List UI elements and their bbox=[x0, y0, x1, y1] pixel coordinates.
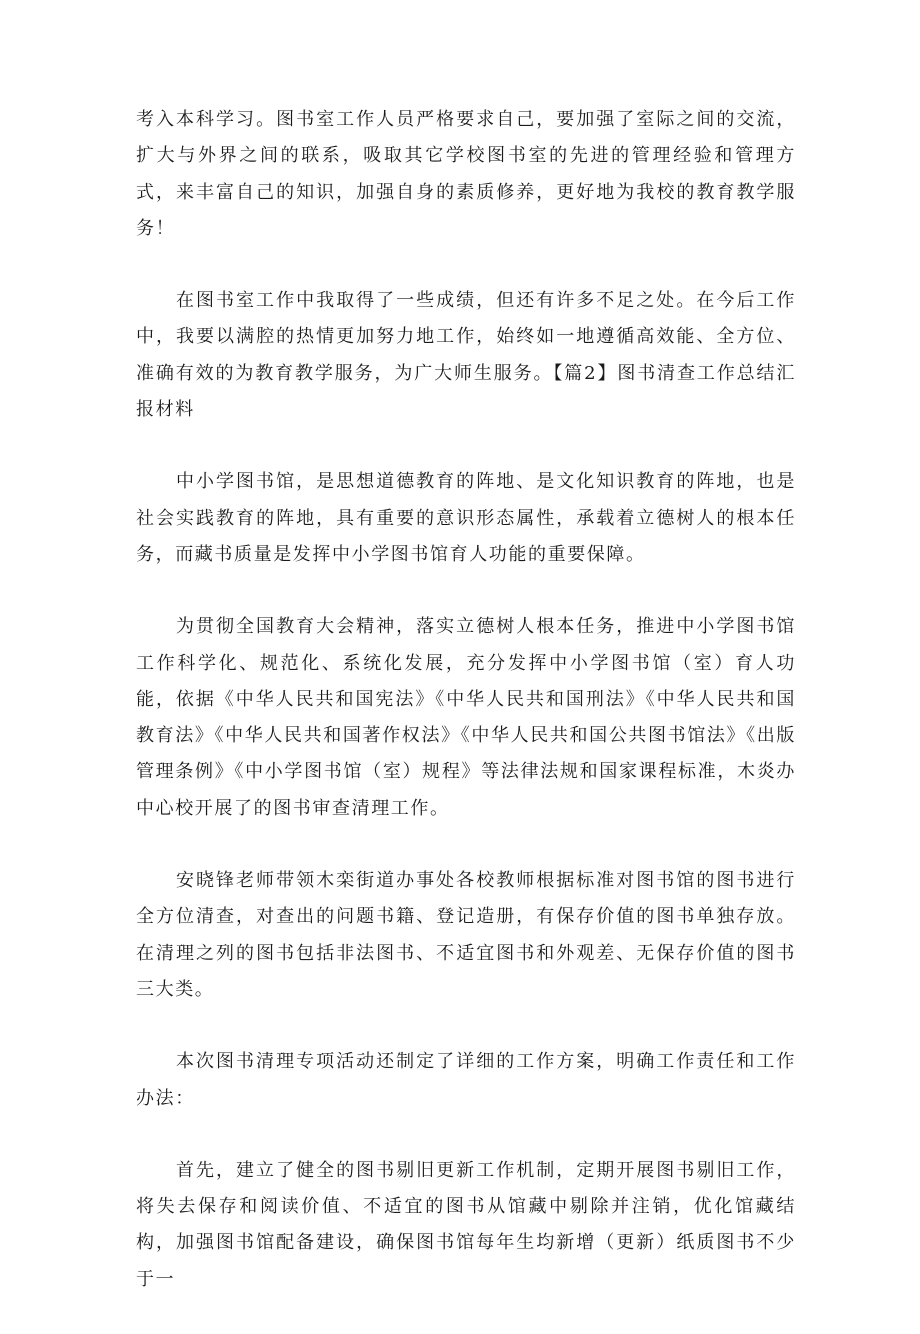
paragraph-achievements: 在图书室工作中我取得了一些成绩，但还有许多不足之处。在今后工作中，我要以满腔的热情更加努力地工作，始终如一地遵循高效能、全方位、准确有效的为教育教学服务，为广大师生服务。【篇2】图书清查工作总结汇报材料 bbox=[136, 290, 796, 421]
paragraph-library-role: 中小学图书馆，是思想道德教育的阵地、是文化知识教育的阵地，也是社会实践教育的阵地，具有重要的意识形态属性，承载着立德树人的根本任务，而藏书质量是发挥中小学图书馆育人功能的重要保障。 bbox=[136, 471, 796, 565]
paragraph-work-plan: 本次图书清理专项活动还制定了详细的工作方案，明确工作责任和工作办法： bbox=[136, 1051, 796, 1109]
document-page bbox=[136, 102, 796, 1334]
paragraph-inspection: 安晓锋老师带领木栾街道办事处各校教师根据标准对图书馆的图书进行全方位清查，对查出的问题书籍、登记造册，有保存价值的图书单独存放。在清理之列的图书包括非法图书、不适宜图书和外观差、无保存价值的图书三大类。 bbox=[136, 870, 796, 1000]
paragraph-legal-basis: 为贯彻全国教育大会精神，落实立德树人根本任务，推进中小学图书馆工作科学化、规范化、系统化发展，充分发挥中小学图书馆（室）育人功能，依据《中华人民共和国宪法》《中华人民共和国刑法》《中华人民共和国教育法》《中华人民共和国著作权法》《中华人民共和国公共图书馆法》《出版管理条例》《中小学图书馆（室）规程》等法律法规和国家课程标准，木炎办中心校开展了的图书审查清理工作。 bbox=[136, 616, 796, 819]
paragraph-weeding-mechanism: 首先，建立了健全的图书剔旧更新工作机制，定期开展图书剔旧工作，将失去保存和阅读价值、不适宜的图书从馆藏中剔除并注销，优化馆藏结构，加强图书馆配备建设，确保图书馆每年生均新增（更新）纸质图书不少于一 bbox=[136, 1159, 796, 1290]
paragraph-continuation: 考入本科学习。图书室工作人员严格要求自己，要加强了室际之间的交流，扩大与外界之间的联系，吸取其它学校图书室的先进的管理经验和管理方式，来丰富自己的知识，加强自身的素质修养，更好地为我校的教育教学服务！ bbox=[136, 109, 796, 239]
